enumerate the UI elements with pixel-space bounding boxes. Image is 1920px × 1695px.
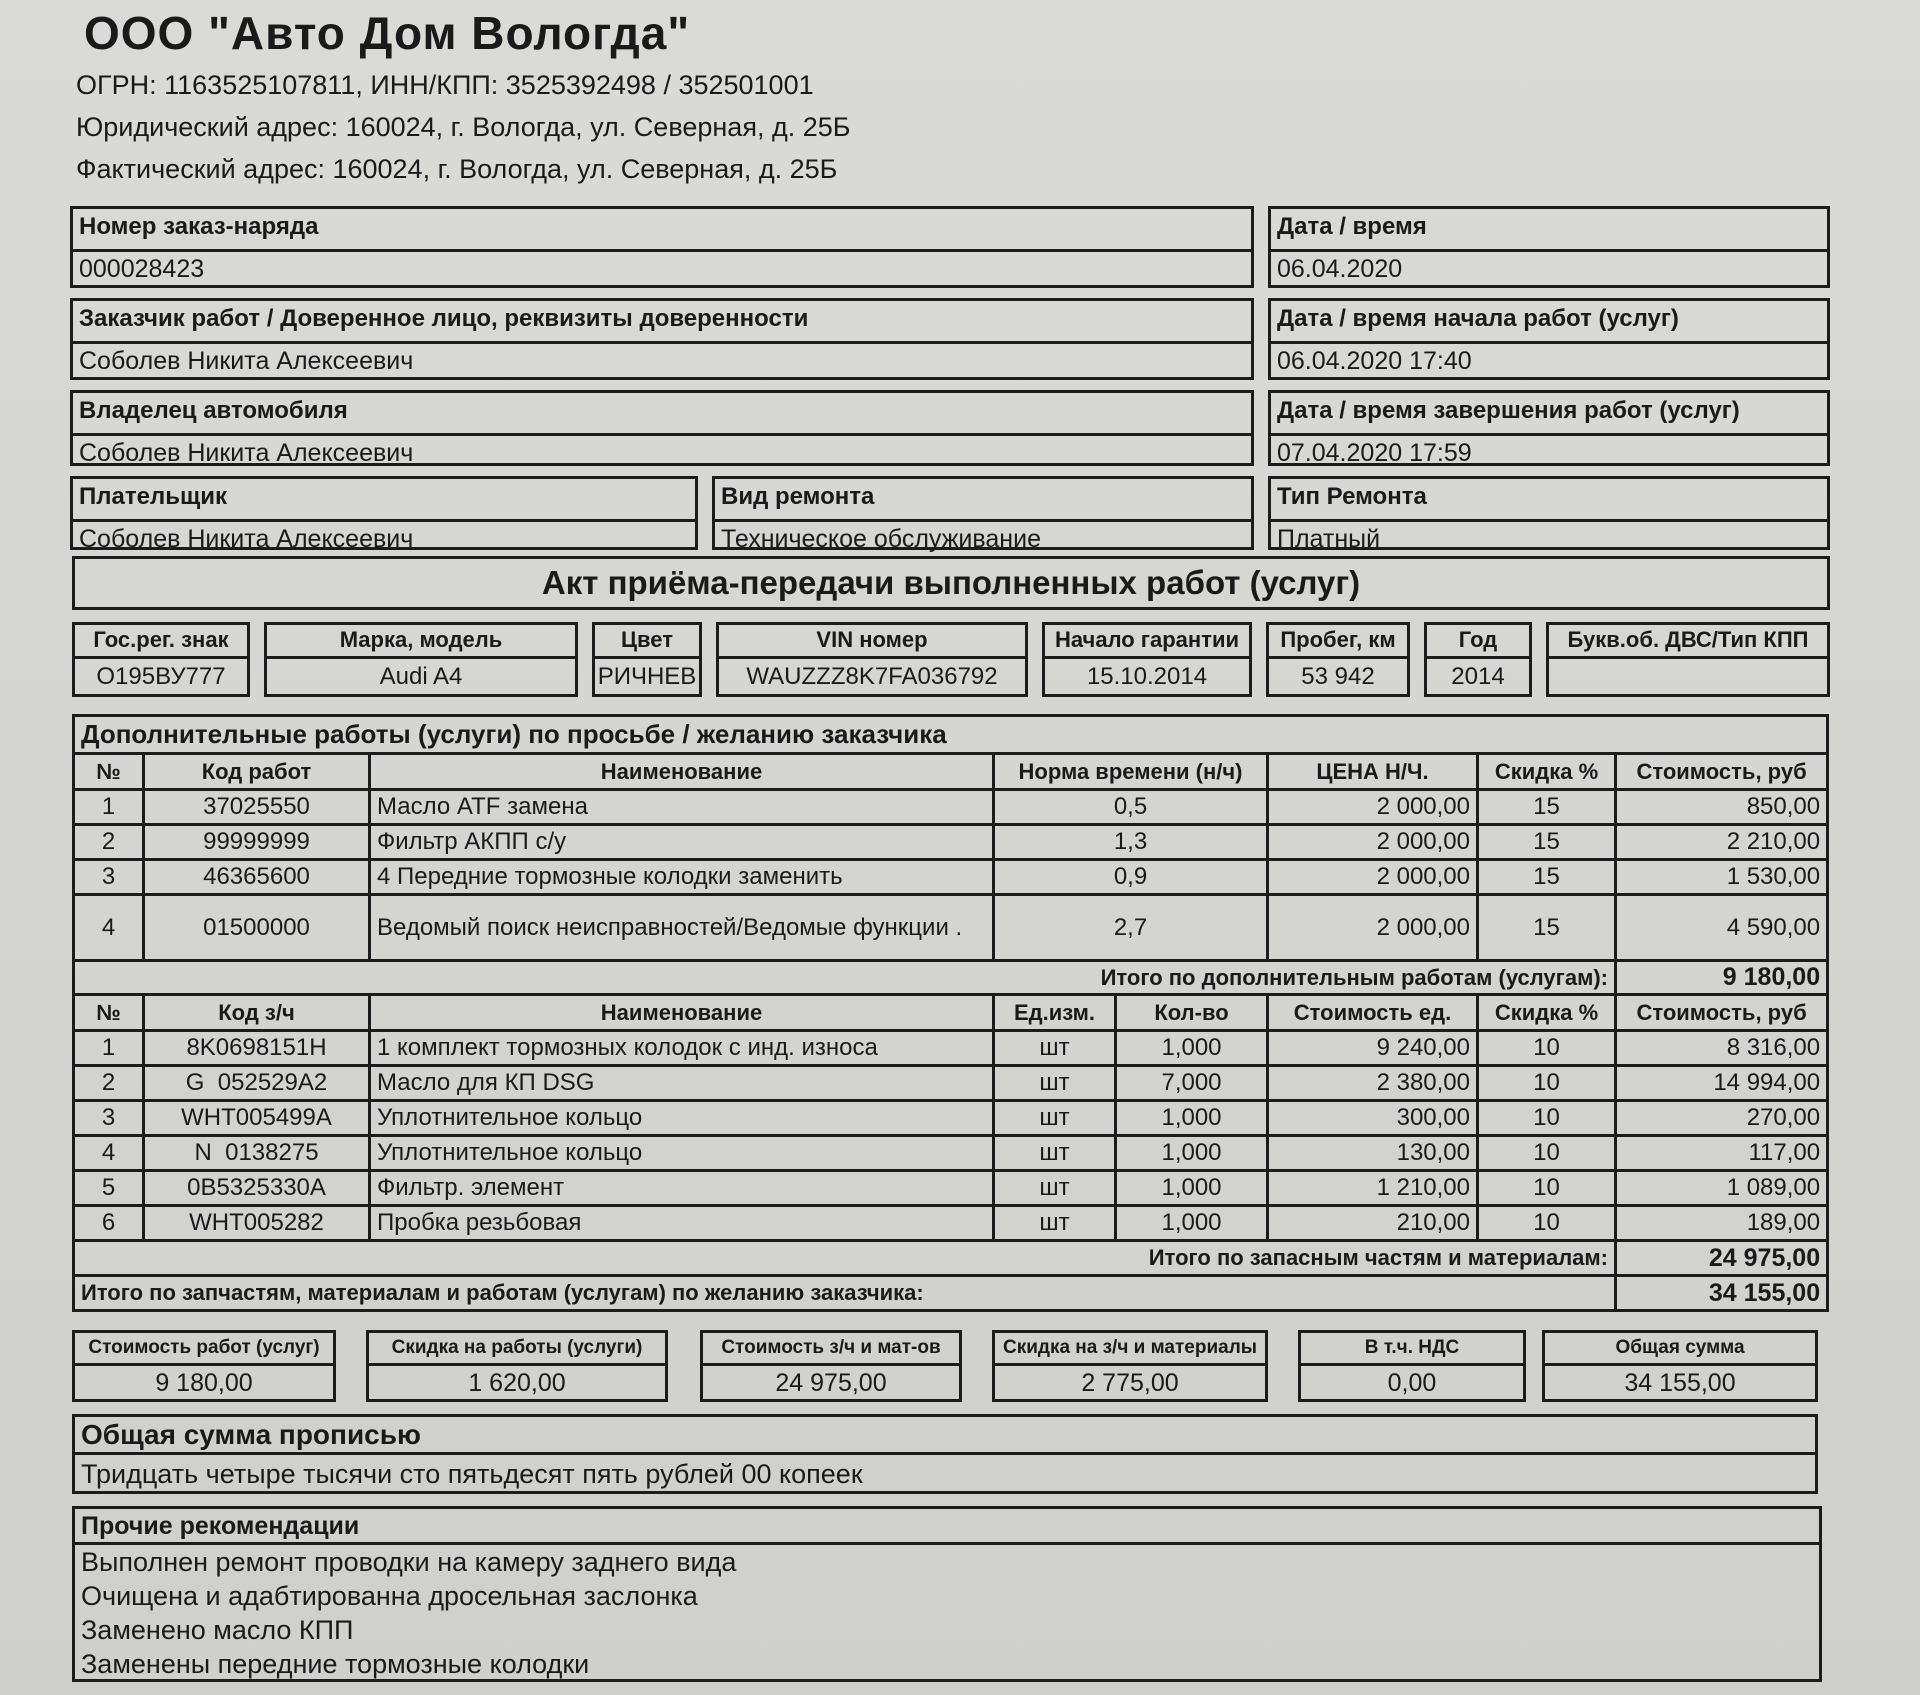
table-cell: 14 994,00 [1616,1066,1828,1101]
summary-value: 34 155,00 [1624,1369,1736,1397]
vehicle-color-box [592,622,702,697]
table-cell: 7,000 [1116,1066,1268,1101]
summary-value: 24 975,00 [775,1369,887,1397]
table-row [74,895,1828,961]
repair-type: Платный [1277,525,1381,553]
company-name: ООО "Авто Дом Вологда" [84,7,691,59]
table-cell: 1 089,00 [1616,1171,1828,1206]
table-cell: 117,00 [1616,1136,1828,1171]
table-cell: 10 [1478,1066,1616,1101]
table-cell: 0B5325330A [144,1171,370,1206]
summary-label: Стоимость работ (услуг) [75,1333,333,1366]
work-start-box [1268,298,1830,380]
summary-label: Скидка на работы (услуги) [369,1333,665,1366]
table-cell: 4 [74,1136,144,1171]
amount-in-words: Тридцать четыре тысячи сто пятьдесят пять рублей 00 копеек [81,1459,863,1489]
table-row [74,1101,1828,1136]
parts-header-row [74,995,1828,1031]
recommendation-item: Выполнен ремонт проводки на камеру заднего вида [81,1547,737,1577]
table-cell: 210,00 [1268,1206,1478,1241]
table-cell: 1 530,00 [1616,860,1828,895]
column-header: Код з/ч [144,995,370,1031]
vehicle-engine-box [1546,622,1830,697]
table-cell: 99999999 [144,825,370,860]
vehicle-year-box [1424,622,1532,697]
table-cell: 3 [74,860,144,895]
table-cell: шт [994,1101,1116,1136]
table-cell: 2 210,00 [1616,825,1828,860]
table-cell: 1 комплект тормозных колодок с инд. износа [370,1031,994,1066]
table-cell: 10 [1478,1101,1616,1136]
works-total-label: Итого по дополнительным работам (услугам): [74,961,1616,995]
vehicle-model-box [264,622,578,697]
table-cell: 9 240,00 [1268,1031,1478,1066]
owner-label: Владелец автомобиля [73,393,1251,436]
summary-label: Стоимость з/ч и мат-ов [703,1333,959,1366]
parts-total: 24 975,00 [1616,1241,1828,1276]
column-header: Кол-во [1116,995,1268,1031]
table-cell: шт [994,1171,1116,1206]
company-registration: ОГРН: 1163525107811, ИНН/КПП: 3525392498 / 352501001 [76,70,814,100]
table-cell: G 052529A2 [144,1066,370,1101]
table-cell: 8K0698151H [144,1031,370,1066]
table-cell: WHT005282 [144,1206,370,1241]
table-cell: 2,7 [994,895,1268,961]
table-cell: 46365600 [144,860,370,895]
table-cell: Ведомый поиск неисправностей/Ведомые функции . [370,895,994,961]
customer-box [70,298,1254,380]
owner-name: Соболев Никита Алексеевич [79,439,414,467]
table-cell: 2 000,00 [1268,790,1478,825]
amount-in-words-box [72,1414,1818,1494]
table-cell: 4 590,00 [1616,895,1828,961]
table-cell: 2 380,00 [1268,1066,1478,1101]
parts-total-label: Итого по запасным частям и материалам: [74,1241,1616,1276]
table-cell: 8 316,00 [1616,1031,1828,1066]
work-start: 06.04.2020 17:40 [1277,347,1472,375]
company-actual-address: Фактический адрес: 160024, г. Вологда, ул. Северная, д. 25Б [76,154,838,184]
vehicle-field-label: Букв.об. ДВС/Тип КПП [1549,625,1827,659]
summary-label: Общая сумма [1545,1333,1815,1366]
order-date: 06.04.2020 [1277,255,1403,283]
repair-kind-label: Вид ремонта [715,479,1251,522]
vehicle-field-label: Год [1427,625,1529,659]
table-cell: N 0138275 [144,1136,370,1171]
table-row [74,1066,1828,1101]
column-header: Стоимость ед. [1268,995,1478,1031]
table-cell: 1 [74,1031,144,1066]
column-header: № [74,995,144,1031]
works-parts-table [72,714,1829,1312]
repair-kind-box [712,476,1254,553]
table-row [74,790,1828,825]
works-total-row [74,961,1828,995]
company-legal-address: Юридический адрес: 160024, г. Вологда, ул. Северная, д. 25Б [76,112,851,142]
payer-name: Соболев Никита Алексеевич [79,525,414,553]
repair-type-label: Тип Ремонта [1271,479,1827,522]
customer-label: Заказчик работ / Доверенное лицо, реквизиты доверенности [73,301,1251,344]
table-cell: 1 [74,790,144,825]
table-cell: 15 [1478,825,1616,860]
payer-box [70,476,698,553]
table-cell: 10 [1478,1206,1616,1241]
summary-parts-discount-box [992,1330,1268,1402]
table-cell: 2 000,00 [1268,895,1478,961]
table-cell: 15 [1478,860,1616,895]
repair-kind: Техническое обслуживание [721,525,1041,553]
table-row [74,1136,1828,1171]
table-cell: 270,00 [1616,1101,1828,1136]
table-cell: 37025550 [144,790,370,825]
column-header: Скидка % [1478,995,1616,1031]
table-cell: 15 [1478,895,1616,961]
vehicle-field-value: РИЧНЕВ [597,663,697,690]
parts-total-row [74,1241,1828,1276]
table-cell: 850,00 [1616,790,1828,825]
table-cell: 130,00 [1268,1136,1478,1171]
repair-type-box [1268,476,1830,553]
table-cell: 01500000 [144,895,370,961]
table-cell: шт [994,1136,1116,1171]
table-cell: 1,3 [994,825,1268,860]
summary-vat-box [1298,1330,1526,1402]
summary-parts-cost-box [700,1330,962,1402]
grand-total: 34 155,00 [1616,1276,1828,1311]
table-row [74,860,1828,895]
table-cell: WHT005499A [144,1101,370,1136]
vehicle-field-value: 2014 [1451,663,1505,690]
recommendations-label: Прочие рекомендации [75,1509,1819,1545]
column-header: Стоимость, руб [1616,754,1828,790]
table-cell: 5 [74,1171,144,1206]
vehicle-field-value: 53 942 [1301,663,1375,690]
column-header: Наименование [370,754,994,790]
order-number-box [70,206,1254,288]
summary-total-box [1542,1330,1818,1402]
vehicle-field-value: О195ВУ777 [96,663,226,690]
work-end-box [1268,390,1830,466]
works-total: 9 180,00 [1616,961,1828,995]
act-title: Акт приёма-передачи выполненных работ (услуг) [72,556,1830,610]
customer-name: Соболев Никита Алексеевич [79,347,414,375]
work-start-label: Дата / время начала работ (услуг) [1271,301,1827,344]
table-cell: 1,000 [1116,1206,1268,1241]
column-header: Норма времени (н/ч) [994,754,1268,790]
vehicle-field-label: VIN номер [719,625,1025,659]
recommendation-item: Заменено масло КПП [81,1615,354,1645]
column-header: № [74,754,144,790]
table-cell: Фильтр АКПП с/у [370,825,994,860]
work-end: 07.04.2020 17:59 [1277,439,1472,467]
vehicle-field-value: WAUZZZ8K7FA036792 [746,663,998,690]
table-cell: шт [994,1206,1116,1241]
payer-label: Плательщик [73,479,695,522]
order-date-label: Дата / время [1271,209,1827,252]
table-cell: 15 [1478,790,1616,825]
order-number-label: Номер заказ-наряда [73,209,1251,252]
summary-works-discount-box [366,1330,668,1402]
table-row [74,1206,1828,1241]
table-cell: Масло ATF замена [370,790,994,825]
table-cell: 1,000 [1116,1136,1268,1171]
vehicle-field-label: Начало гарантии [1045,625,1249,659]
column-header: Скидка % [1478,754,1616,790]
vehicle-field-label: Марка, модель [267,625,575,659]
table-cell: 0,9 [994,860,1268,895]
summary-value: 1 620,00 [468,1369,566,1397]
table-cell: 6 [74,1206,144,1241]
grand-total-row [74,1276,1828,1311]
table-row [74,1031,1828,1066]
table-cell: 10 [1478,1031,1616,1066]
summary-value: 9 180,00 [155,1369,253,1397]
table-cell: 2 000,00 [1268,860,1478,895]
column-header: Наименование [370,995,994,1031]
work-end-label: Дата / время завершения работ (услуг) [1271,393,1827,436]
vehicle-mileage-box [1266,622,1410,697]
recommendation-item: Заменены передние тормозные колодки [81,1649,590,1679]
order-number: 000028423 [79,255,205,283]
vehicle-field-label: Пробег, км [1269,625,1407,659]
table-cell: Уплотнительное кольцо [370,1101,994,1136]
table-cell: Уплотнительное кольцо [370,1136,994,1171]
vehicle-vin-box [716,622,1028,697]
recommendations-box [72,1506,1822,1682]
vehicle-field-value: Audi A4 [379,663,463,690]
table-cell: 2 [74,1066,144,1101]
table-row [74,825,1828,860]
column-header: Код работ [144,754,370,790]
column-header: Ед.изм. [994,995,1116,1031]
column-header: Стоимость, руб [1616,995,1828,1031]
table-cell: Пробка резьбовая [370,1206,994,1241]
table-cell: 4 [74,895,144,961]
table-cell: Масло для КП DSG [370,1066,994,1101]
vehicle-field-value: 15.10.2014 [1086,663,1208,690]
table-cell: 1,000 [1116,1101,1268,1136]
table-cell: 300,00 [1268,1101,1478,1136]
table-cell: 1,000 [1116,1031,1268,1066]
summary-works-cost-box [72,1330,336,1402]
table-cell: 1 210,00 [1268,1171,1478,1206]
vehicle-field-label: Гос.рег. знак [75,625,247,659]
table-cell: 3 [74,1101,144,1136]
works-header-row [74,754,1828,790]
order-date-box [1268,206,1830,288]
table-cell: 10 [1478,1136,1616,1171]
table-cell: шт [994,1066,1116,1101]
table-cell: 1,000 [1116,1171,1268,1206]
table-cell: 189,00 [1616,1206,1828,1241]
vehicle-warranty-box [1042,622,1252,697]
table-cell: 2 000,00 [1268,825,1478,860]
owner-box [70,390,1254,466]
summary-label: Скидка на з/ч и материалы [995,1333,1265,1366]
amount-in-words-label: Общая сумма прописью [75,1417,1815,1455]
works-section-title: Дополнительные работы (услуги) по просьбе / желанию заказчика [74,716,1828,754]
grand-total-label: Итого по запчастям, материалам и работам (услугам) по желанию заказчика: [74,1276,1616,1311]
summary-value: 2 775,00 [1081,1369,1179,1397]
table-cell: 4 Передние тормозные колодки заменить [370,860,994,895]
table-cell: 2 [74,825,144,860]
recommendation-item: Очищена и адабтированна дросельная заслонка [81,1581,698,1611]
table-cell: 10 [1478,1171,1616,1206]
table-cell: 0,5 [994,790,1268,825]
column-header: ЦЕНА Н/Ч. [1268,754,1478,790]
summary-label: В т.ч. НДС [1301,1333,1523,1366]
table-cell: Фильтр. элемент [370,1171,994,1206]
summary-value: 0,00 [1387,1369,1437,1397]
table-cell: шт [994,1031,1116,1066]
vehicle-field-label: Цвет [595,625,699,659]
vehicle-plate-box [72,622,250,697]
table-row [74,1171,1828,1206]
